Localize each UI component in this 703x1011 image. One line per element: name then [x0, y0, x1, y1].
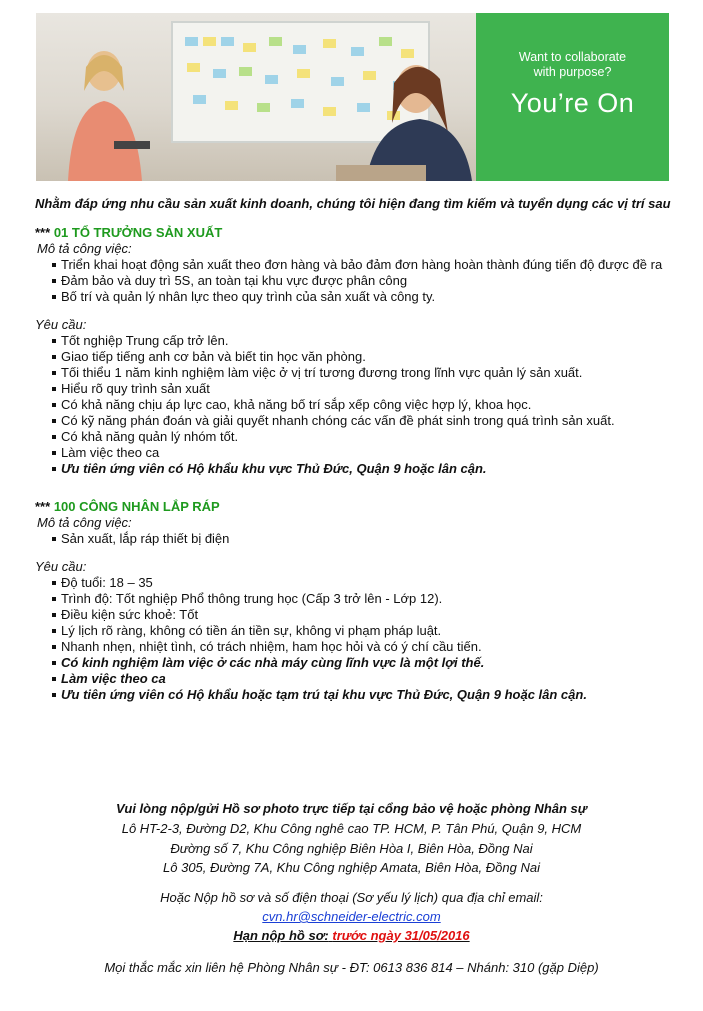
job1-desc-list [35, 257, 675, 305]
list-item: Có khả năng quản lý nhóm tốt. [52, 429, 675, 445]
intro-text: Nhằm đáp ứng nhu cầu sản xuất kinh doanh, chúng tôi hiện đang tìm kiếm và tuyển dụng các vị trí sau [35, 196, 671, 211]
address-2: Đường số 7, Khu Công nghiệp Biên Hòa I, Biên Hòa, Đồng Nai [170, 841, 533, 856]
job2-req-list [35, 575, 675, 703]
woman-right-illustration [336, 53, 476, 181]
job-posting-content [35, 196, 675, 703]
list-item: Tốt nghiệp Trung cấp trở lên. [52, 333, 675, 349]
list-item: Độ tuổi: 18 – 35 [52, 575, 675, 591]
list-item: Làm việc theo ca [52, 671, 675, 687]
list-item: Đảm bảo và duy trì 5S, an toàn tại khu vực được phân công [52, 273, 675, 289]
list-item: Nhanh nhẹn, nhiệt tình, có trách nhiệm, ham học hỏi và có ý chí cầu tiến. [52, 639, 675, 655]
list-item: Có kinh nghiệm làm việc ở các nhà máy cùng lĩnh vực là một lợi thế. [52, 655, 675, 671]
list-item: Ưu tiên ứng viên có Hộ khẩu hoặc tạm trú tại khu vực Thủ Đức, Quận 9 hoặc lân cận. [52, 687, 675, 703]
list-item: Giao tiếp tiếng anh cơ bản và biết tin học văn phòng. [52, 349, 675, 365]
job1-title [35, 225, 675, 241]
job2-desc-list [35, 531, 675, 547]
list-item: Điều kiện sức khoẻ: Tốt [52, 607, 675, 623]
list-item: Trình độ: Tốt nghiệp Phổ thông trung học (Cấp 3 trở lên - Lớp 12). [52, 591, 675, 607]
address-3: Lô 305, Đường 7A, Khu Công nghiệp Amata, Biên Hòa, Đồng Nai [163, 860, 540, 875]
list-item: Lý lịch rõ ràng, không có tiền án tiền sự, không vi phạm pháp luật. [52, 623, 675, 639]
list-item: Tối thiểu 1 năm kinh nghiệm làm việc ở vị trí tương đương trong lĩnh vực quản lý sản xuất. [52, 365, 675, 381]
list-item: Sản xuất, lắp ráp thiết bị điện [52, 531, 675, 547]
submit-instructions: Vui lòng nộp/gửi Hồ sơ photo trực tiếp tại cổng bảo vệ hoặc phòng Nhân sự [115, 801, 588, 816]
contact-info: Mọi thắc mắc xin liên hệ Phòng Nhân sự - ĐT: 0613 836 814 – Nhánh: 310 (gặp Diệp) [104, 960, 599, 975]
list-item: Có kỹ năng phán đoán và giải quyết nhanh chóng các vấn đề phát sinh trong quá trình sản xuất. [52, 413, 675, 429]
banner-tagline [476, 50, 669, 80]
email-intro: Hoặc Nộp hồ sơ và số điện thoại (Sơ yếu lý lịch) qua địa chỉ email: [160, 890, 543, 905]
job2-req-label: Yêu cầu: [35, 559, 87, 574]
list-item: Hiểu rõ quy trình sản xuất [52, 381, 675, 397]
deadline-line [0, 927, 703, 945]
deadline [233, 928, 469, 943]
banner-green-panel [476, 13, 669, 181]
list-item: Làm việc theo ca [52, 445, 675, 461]
job1-req-label: Yêu cầu: [35, 317, 87, 332]
deadline-date: trước ngày 31/05/2016 [332, 928, 470, 943]
job2-stars: *** [35, 499, 51, 514]
list-item: Ưu tiên ứng viên có Hộ khẩu khu vực Thủ Đức, Quận 9 hoặc lân cận. [52, 461, 675, 477]
job2-desc-label: Mô tả công việc: [37, 515, 132, 530]
tagline-line-2: with purpose? [533, 65, 612, 79]
email-line [0, 908, 703, 926]
email-link[interactable]: cvn.hr@schneider-electric.com [262, 909, 441, 924]
address-1: Lô HT-2-3, Đường D2, Khu Công nghê cao TP. HCM, P. Tân Phú, Quận 9, HCM [121, 821, 582, 836]
job1-title-text: 01 TỔ TRƯỞNG SẢN XUẤT [53, 225, 223, 240]
banner [36, 13, 669, 181]
job1-req-list [35, 333, 675, 477]
woman-left-illustration [54, 41, 154, 181]
list-item: Bố trí và quản lý nhân lực theo quy trình của sản xuất và công ty. [52, 289, 675, 305]
job1-stars: *** [35, 225, 51, 240]
tagline-line-1: Want to collaborate [518, 50, 627, 64]
banner-slogan: You’re On [510, 88, 635, 118]
list-item: Triển khai hoạt động sản xuất theo đơn hàng và bảo đảm đơn hàng hoàn thành đúng tiến độ được đề ra [52, 257, 675, 273]
banner-photo [36, 13, 476, 181]
list-item: Có khả năng chịu áp lực cao, khả năng bố trí sắp xếp công việc hợp lý, khoa học. [52, 397, 675, 413]
job2-title-text: 100 CÔNG NHÂN LẮP RÁP [53, 499, 220, 514]
deadline-label: Hạn nộp hồ sơ: [233, 928, 329, 943]
job1-desc-label: Mô tả công việc: [37, 241, 132, 256]
job2-title [35, 499, 675, 515]
